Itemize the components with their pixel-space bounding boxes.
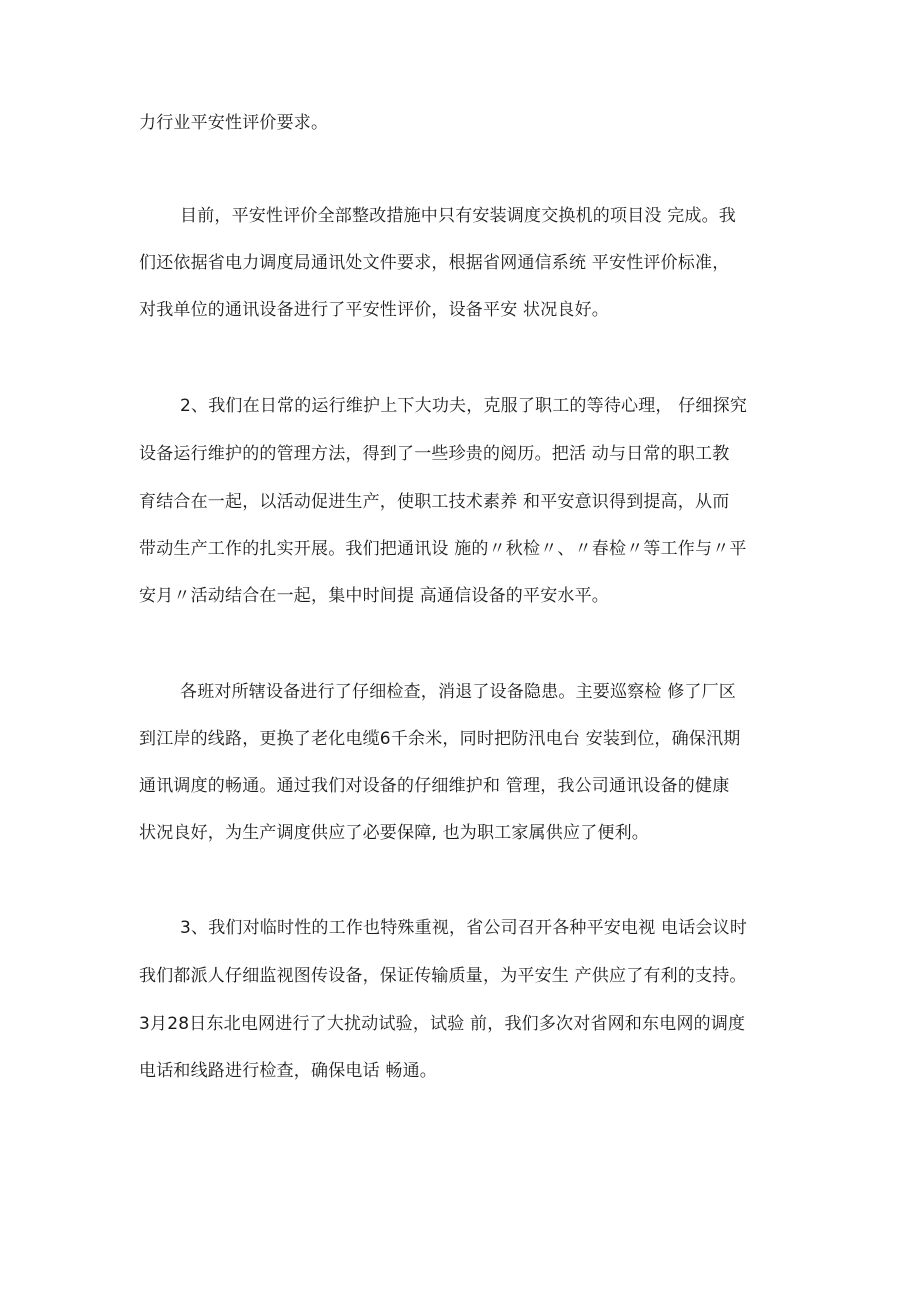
text-line: 通讯调度的畅通。通过我们对设备的仔细维护和 管理，我公司通讯设备的健康 xyxy=(139,776,730,796)
text-line: 2、我们在日常的运行维护上下大功夫，克服了职工的等待心理， 仔细探究 xyxy=(180,396,748,416)
text-line: 育结合在一起，以活动促进生产，使职工技术素养 和平安意识得到提高，从而 xyxy=(139,492,730,512)
text-line: 到江岸的线路，更换了老化电缆6千余米，同时把防汛电台 安装到位，确保汛期 xyxy=(139,729,741,749)
text-line: 们还依据省电力调度局通讯处文件要求，根据省网通信系统 平安性评价标准， xyxy=(139,253,730,273)
text-line: 带动生产工作的扎实开展。我们把通讯设 施的〃秋检〃、〃春检〃等工作与〃平 xyxy=(139,539,747,559)
text-line: 设备运行维护的的管理方法，得到了一些珍贵的阅历。把活 动与日常的职工教 xyxy=(139,444,730,464)
text-line: 安月〃活动结合在一起，集中时间提 高通信设备的平安水平。 xyxy=(139,586,610,606)
text-line: 力行业平安性评价要求。 xyxy=(139,113,329,133)
text-line: 各班对所辖设备进行了仔细检查，消退了设备隐患。主要巡察检 修了厂区 xyxy=(180,682,737,702)
text-line: 目前，平安性评价全部整改措施中只有安装调度交换机的项目没 完成。我 xyxy=(180,206,737,226)
text-line: 电话和线路进行检查，确保电话 畅通。 xyxy=(139,1061,438,1081)
text-line: 对我单位的通讯设备进行了平安性评价，设备平安 状况良好。 xyxy=(139,300,610,320)
text-line: 3、我们对临时性的工作也特殊重视，省公司召开各种平安电视 电话会议时 xyxy=(180,918,748,938)
text-line: 我们都派人仔细监视图传设备，保证传输质量，为平安生 产供应了有利的支持。 xyxy=(139,966,747,986)
text-line: 状况良好，为生产调度供应了必要保障, 也为职工家属供应了便利。 xyxy=(139,823,650,843)
text-line: 3月28日东北电网进行了大扰动试验，试验 前，我们多次对省网和东电网的调度 xyxy=(139,1014,746,1034)
